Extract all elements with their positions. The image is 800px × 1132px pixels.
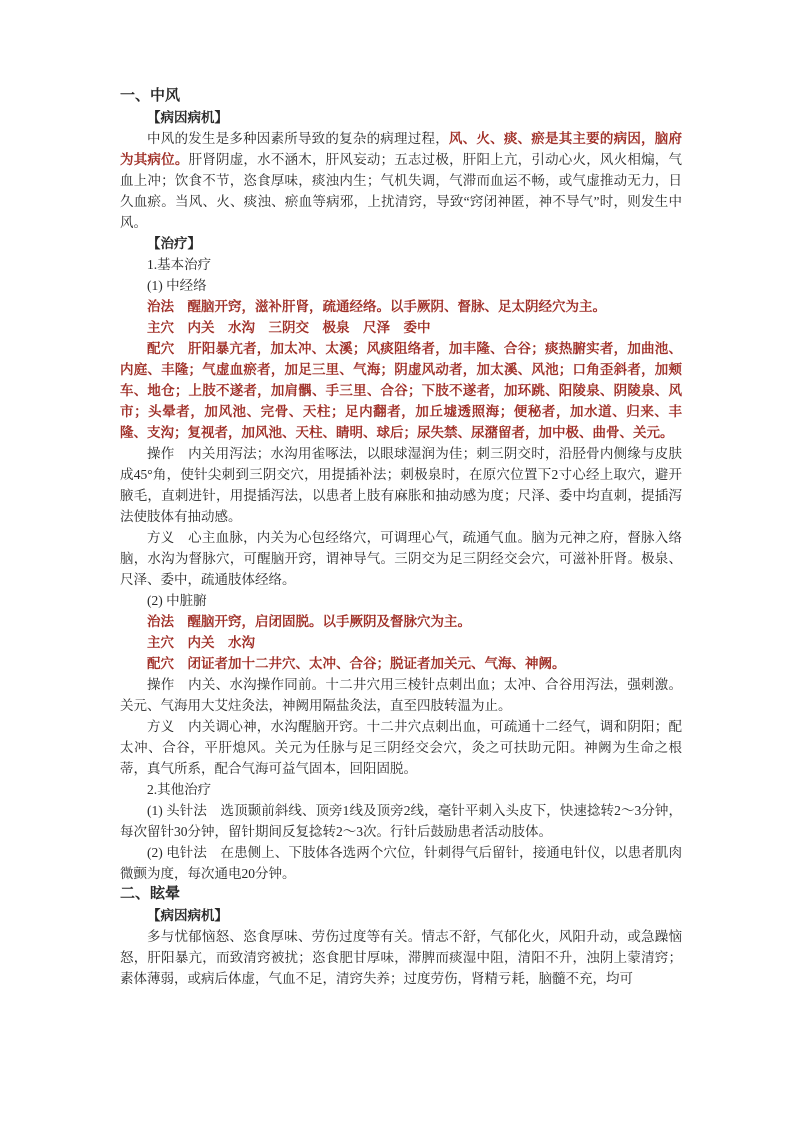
highlighted-text-run: 主穴 内关 水沟 三阴交 极泉 尺泽 委中 — [147, 320, 431, 335]
other-therapy-paragraph — [120, 800, 682, 842]
list-heading — [120, 254, 682, 275]
bracket-heading — [120, 233, 682, 254]
text-run: 操作 内关用泻法；水沟用雀啄法，以眼球湿润为佳；刺三阴交时，沿胫骨内侧缘与皮肤成45°角，使针尖刺到三阴交穴，用提插补法；刺极泉时，在原穴位置下2寸心经上取穴，避开腋毛，直刺进针，用提插泻法，以患者上肢有麻胀和抽动感为度；尺泽、委中均直刺，提插泻法使肢体有抽动感。 — [120, 446, 682, 524]
highlighted-text-run: 主穴 内关 水沟 — [147, 635, 255, 650]
text-run: 中风的发生是多种因素所导致的复杂的病理过程， — [147, 131, 449, 146]
body-paragraph — [120, 926, 682, 989]
text-run: 方义 内关调心神，水沟醒脑开窍。十二井穴点刺出血，可疏通十二经气，调和阴阳；配太冲、合谷，平肝熄风。关元为任脉与足三阴经交会穴，灸之可扶助元阳。神阙为生命之根蒂，真气所系，配合气海可益气固本，回阳固脱。 — [120, 719, 682, 776]
body-paragraph — [120, 128, 682, 233]
text-run: (1) 中经络 — [147, 278, 207, 293]
section-title — [120, 884, 682, 905]
text-run: (2) 电针法 在患侧上、下肢体各选两个穴位，针刺得气后留针，接通电针仪，以患者肌肉微颤为度，每次通电20分钟。 — [120, 845, 682, 881]
bracket-heading — [120, 905, 682, 926]
main-points-line — [120, 632, 682, 653]
text-run: 多与忧郁恼怒、恣食厚味、劳伤过度等有关。情志不舒，气郁化火，风阳升动，或急躁恼怒，肝阳暴亢，而致清窍被扰；恣食肥甘厚味，滞脾而痰湿中阻，清阳不升，浊阴上蒙清窍；素体薄弱，或病后体虚，气血不足，清窍失养；过度劳伤，肾精亏耗，脑髓不充，均可 — [120, 929, 682, 986]
text-run: 【病因病机】 — [147, 908, 228, 923]
supplementary-points-paragraph — [120, 338, 682, 443]
treatment-method-line — [120, 611, 682, 632]
list-heading — [120, 275, 682, 296]
supplementary-points-line — [120, 653, 682, 674]
treatment-method-line — [120, 296, 682, 317]
document-body — [120, 86, 682, 989]
list-heading — [120, 590, 682, 611]
highlighted-text-run: 治法 醒脑开窍，滋补肝肾，疏通经络。以手厥阴、督脉、足太阴经穴为主。 — [147, 299, 606, 314]
text-run: 1.基本治疗 — [147, 257, 212, 272]
text-run: (1) 头针法 选顶颞前斜线、顶旁1线及顶旁2线，毫针平刺入头皮下，快速捻转2～3分钟，每次留针30分钟，留针期间反复捻转2～3次。行针后鼓励患者活动肢体。 — [120, 803, 682, 839]
text-run: (2) 中脏腑 — [147, 593, 207, 608]
highlighted-text-run: 治法 醒脑开窍，启闭固脱。以手厥阴及督脉穴为主。 — [147, 614, 471, 629]
text-run: 【病因病机】 — [147, 110, 228, 125]
highlighted-text-run: 配穴 肝阳暴亢者，加太冲、太溪；风痰阻络者，加丰隆、合谷；痰热腑实者，加曲池、内庭、丰隆；气虚血瘀者，加足三里、气海；阴虚风动者，加太溪、风池；口角歪斜者，加颊车、地仓；上肢不遂者，加肩髃、手三里、合谷；下肢不遂者，加环跳、阳陵泉、阴陵泉、风市；头晕者，加风池、完骨、天柱；足内翻者，加丘墟透照海；便秘者，加水道、归来、丰隆、支沟；复视者，加风池、天柱、睛明、球后；尿失禁、尿潴留者，加中极、曲骨、关元。 — [120, 341, 682, 440]
rationale-paragraph — [120, 716, 682, 779]
section-title — [120, 86, 682, 107]
text-run: 肝肾阴虚，水不涵木，肝风妄动；五志过极，肝阳上亢，引动心火，风火相煽，气血上冲；饮食不节，恣食厚味，痰浊内生；气机失调，气滞而血运不畅，或气虚推动无力，日久血瘀。当风、火、痰浊、瘀血等病邪，上扰清窍，导致“窍闭神匿，神不导气”时，则发生中风。 — [120, 152, 682, 230]
text-run: 一、中风 — [120, 88, 181, 104]
rationale-paragraph — [120, 527, 682, 590]
highlighted-text-run: 风、火、痰、瘀是其主要的病因，脑府为其病位。 — [120, 131, 683, 167]
text-run: 二、眩晕 — [120, 886, 181, 902]
list-heading — [120, 779, 682, 800]
text-run: 操作 内关、水沟操作同前。十二井穴用三棱针点刺出血；太冲、合谷用泻法，强刺激。关元、气海用大艾炷灸法，神阙用隔盐灸法，直至四肢转温为止。 — [120, 677, 682, 713]
main-points-line — [120, 317, 682, 338]
text-run: 【治疗】 — [147, 236, 201, 251]
text-run: 方义 心主血脉，内关为心包经络穴，可调理心气，疏通气血。脑为元神之府，督脉入络脑，水沟为督脉穴，可醒脑开窍，谓神导气。三阴交为足三阴经交会穴，可滋补肝肾。极泉、尺泽、委中，疏通肢体经络。 — [120, 530, 682, 587]
operation-paragraph — [120, 674, 682, 716]
other-therapy-paragraph — [120, 842, 682, 884]
bracket-heading — [120, 107, 682, 128]
operation-paragraph — [120, 443, 682, 527]
text-run: 2.其他治疗 — [147, 782, 212, 797]
highlighted-text-run: 配穴 闭证者加十二井穴、太冲、合谷；脱证者加关元、气海、神阙。 — [147, 656, 566, 671]
